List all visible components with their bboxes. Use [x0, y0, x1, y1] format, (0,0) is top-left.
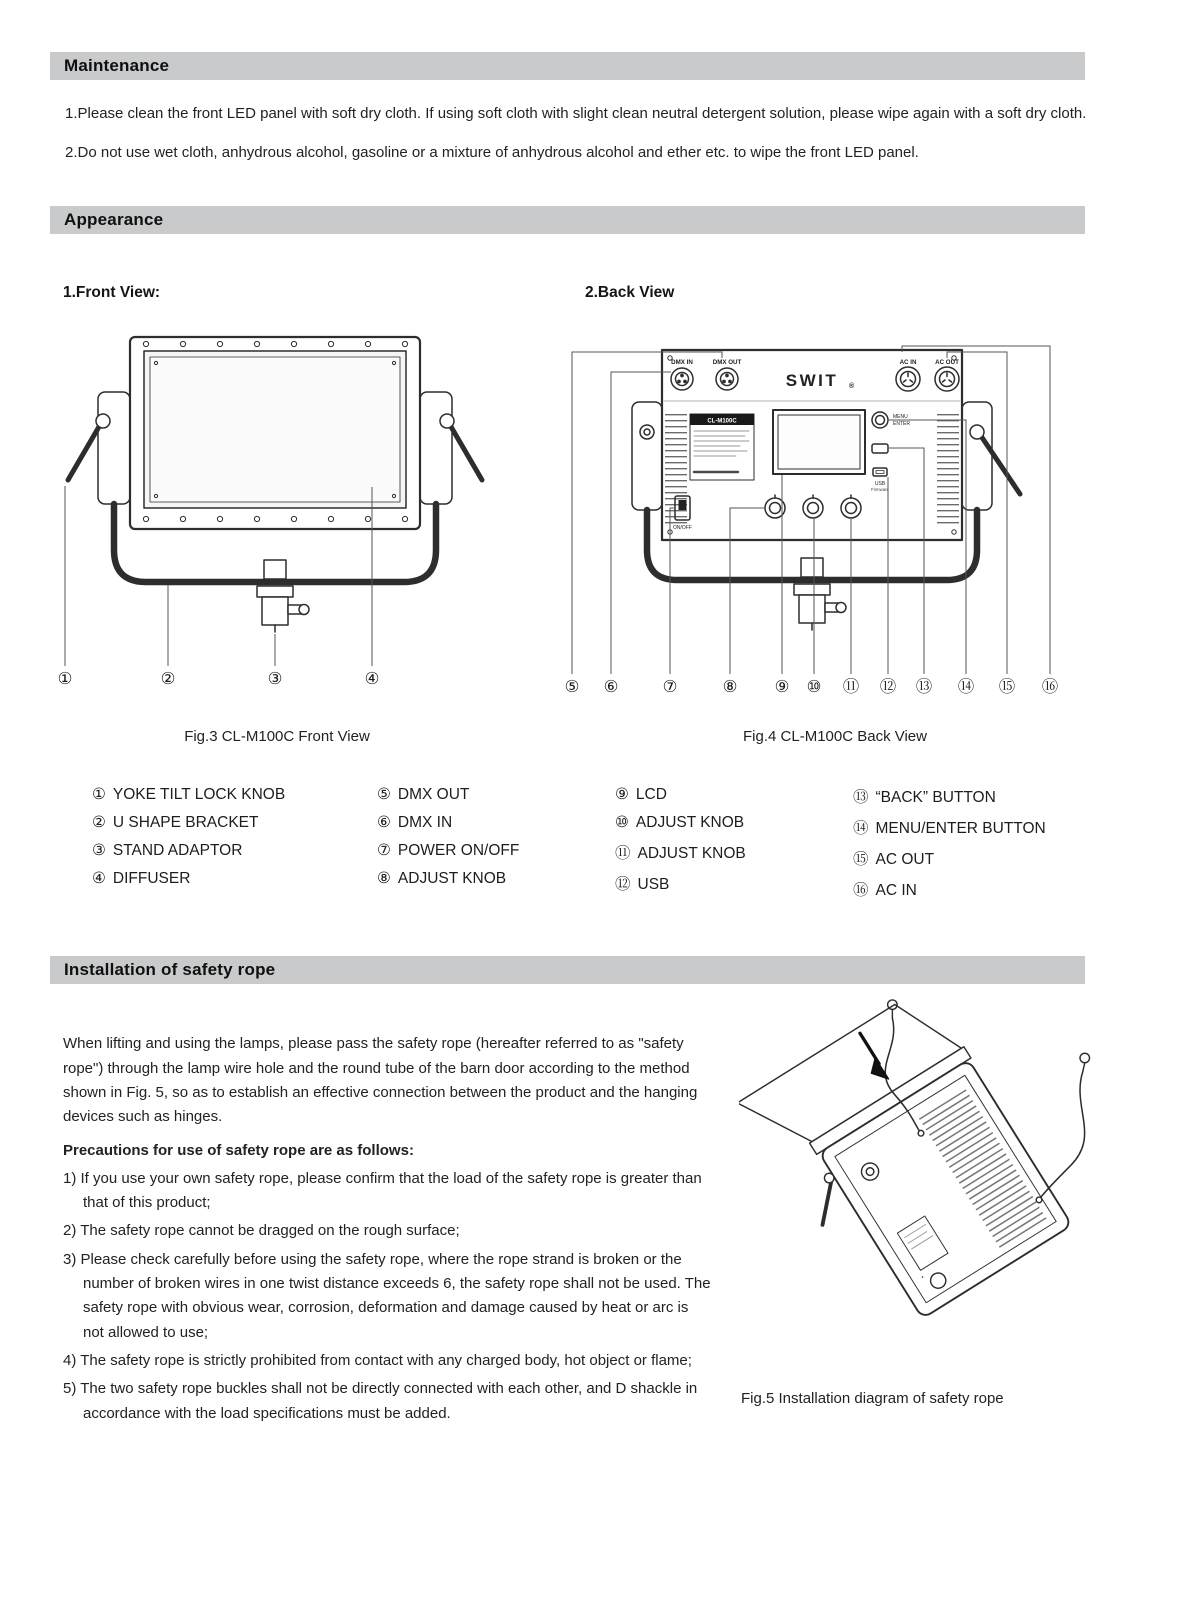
callout-4: ④: [364, 670, 380, 689]
part-label: STAND ADAPTOR: [112, 842, 243, 860]
view-headings: [50, 284, 1141, 302]
on-off-label: ON/OFF: [673, 525, 692, 532]
callout-6: ⑥: [603, 678, 619, 697]
part-item: [377, 813, 615, 832]
precaution-item: 1) If you use your own safety rope, please confirm that the load of the safety rope is greater than that of this product;: [63, 1169, 702, 1212]
callout-12: ⑫: [879, 678, 897, 697]
part-label: ADJUST KNOB: [397, 870, 507, 888]
part-item: [92, 869, 377, 888]
part-number: ③: [92, 842, 106, 860]
part-number: ⑨: [615, 786, 629, 804]
precautions-title: Precautions for use of safety rope are as follows:: [63, 1141, 414, 1159]
part-item: [377, 785, 615, 804]
part-number: ②: [92, 814, 106, 832]
part-item: [615, 813, 853, 832]
safety-rope-diagram: [739, 978, 1141, 1378]
back-view-heading: 2.Back View: [585, 284, 675, 302]
part-label: ADJUST KNOB: [635, 814, 745, 832]
enter-label: ENTER: [893, 421, 910, 428]
part-item: [615, 785, 853, 804]
model-label: CL-M100C: [707, 418, 737, 425]
callout-3: ③: [267, 670, 283, 689]
callout-16: ⑯: [1041, 678, 1059, 697]
fig4-caption: Fig.4 CL-M100C Back View: [743, 728, 927, 746]
parts-column-1: [92, 785, 377, 900]
part-number: ⑯: [853, 882, 869, 900]
part-number: ⑩: [615, 814, 629, 832]
safety-rope-text: [63, 1032, 711, 1425]
part-number: ⑧: [377, 870, 391, 888]
part-item: [853, 878, 1093, 900]
part-item: [615, 841, 853, 863]
precaution-item: 2) The safety rope cannot be dragged on the rough surface;: [63, 1222, 460, 1240]
part-label: USB: [637, 876, 670, 894]
part-item: [615, 872, 853, 894]
part-label: DMX OUT: [397, 786, 470, 804]
stand-adaptor: [257, 560, 309, 632]
part-label: AC IN: [875, 882, 917, 900]
part-number: ⑥: [377, 814, 391, 832]
callout-10: ⑩: [806, 678, 822, 697]
part-label: “BACK” BUTTON: [875, 789, 996, 807]
part-label: POWER ON/OFF: [397, 842, 520, 860]
maintenance-header-bar: [50, 52, 1085, 80]
part-number: ⑤: [377, 786, 391, 804]
menu-label: MENU: [893, 414, 908, 421]
callout-13: ⑬: [915, 678, 933, 697]
part-item: [853, 847, 1093, 869]
safety-rope-body: [50, 984, 1141, 1425]
dmx-in-label: DMX IN: [671, 359, 693, 367]
part-label: MENU/ENTER BUTTON: [875, 820, 1046, 838]
usb-label: USB: [874, 481, 886, 488]
callout-9: ⑨: [774, 678, 790, 697]
yoke-tilt-lock-knob-left: [68, 414, 110, 480]
back-callout-numbers: [565, 677, 1059, 696]
ac-in-label: AC IN: [899, 359, 917, 367]
diagram-row: [50, 322, 1141, 702]
parts-column-4: [853, 785, 1093, 900]
maintenance-item: 1.Please clean the front LED panel with soft dry cloth. If using soft cloth with slight clean neutral detergent solution, please wipe again with a soft dry cloth.: [65, 105, 1087, 122]
part-number: ⑦: [377, 842, 391, 860]
maintenance-list: [65, 102, 1090, 164]
callout-8: ⑧: [722, 678, 738, 697]
precaution-item: 5) The two safety rope buckles shall not be directly connected with each other, and D shackle in accordance with the load specifications must be added.: [63, 1380, 698, 1422]
part-item: [92, 813, 377, 832]
fig3-caption: Fig.3 CL-M100C Front View: [184, 728, 370, 746]
part-number: ⑫: [615, 876, 631, 894]
part-number: ⑮: [853, 851, 869, 869]
front-callout-numbers: [58, 670, 380, 688]
callout-5: ⑤: [564, 678, 580, 697]
appearance-title: Appearance: [64, 210, 164, 230]
yoke-arm-left: [632, 402, 662, 510]
swit-logo: SWIT: [785, 371, 839, 391]
safety-intro: When lifting and using the lamps, please pass the safety rope (hereafter referred to as "safety rope") through the lamp wire hole and the round tube of the barn door according to the method shown in Fig. 5, so as to establish an effective connection between the product and the hanging devices such as hinges.: [63, 1035, 698, 1126]
yoke-arm-right: [420, 392, 452, 504]
part-label: DMX IN: [397, 814, 453, 832]
yoke-bolt-left: [640, 425, 654, 439]
safety-rope-title: Installation of safety rope: [64, 960, 276, 980]
part-number: ⑪: [615, 845, 631, 863]
part-label: LCD: [635, 786, 667, 804]
front-view-diagram: [50, 322, 550, 702]
part-number: ①: [92, 786, 106, 804]
callout-11: ⑪: [842, 678, 860, 697]
firmware-label: Firmware: [871, 487, 889, 493]
precaution-item: 4) The safety rope is strictly prohibited from contact with any charged body, hot object or flame;: [63, 1351, 692, 1369]
lcd-screen: [773, 410, 865, 474]
dmx-out-label: DMX OUT: [712, 359, 742, 367]
part-label: ADJUST KNOB: [637, 845, 746, 863]
led-panel-front: [130, 337, 420, 529]
precaution-item: 3) Please check carefully before using the safety rope, where the rope strand is broken or the number of broken wires in one twist distance exceeds 6, the safety rope shall not be used. The safety rope with obvious wear, corrosion, deformation and damage caused by heat or arc is not allowed to use;: [63, 1250, 711, 1341]
part-item: [92, 785, 377, 804]
safety-rope-figure: [739, 978, 1141, 1425]
front-view-heading: 1.Front View:: [63, 284, 161, 302]
figure-captions: [50, 728, 1141, 745]
callout-1: ①: [57, 670, 73, 689]
callout-7: ⑦: [662, 678, 678, 697]
part-label: U SHAPE BRACKET: [112, 814, 259, 832]
part-item: [92, 841, 377, 860]
callout-15: ⑮: [998, 678, 1016, 697]
yoke-tilt-lock-knob-right: [970, 425, 1020, 494]
back-view-diagram: [550, 322, 1111, 702]
part-item: [853, 816, 1093, 838]
part-label: AC OUT: [875, 851, 935, 869]
registered-mark: ®: [849, 383, 855, 391]
yoke-arm-left: [98, 392, 130, 504]
ac-out-label: AC OUT: [935, 359, 959, 367]
part-number: ④: [92, 870, 106, 888]
part-label: DIFFUSER: [112, 870, 191, 888]
fig5-caption: Fig.5 Installation diagram of safety rope: [741, 1390, 1004, 1408]
part-item: [377, 869, 615, 888]
stand-adaptor: [794, 558, 846, 630]
maintenance-item: 2.Do not use wet cloth, anhydrous alcohol, gasoline or a mixture of anhydrous alcohol and ether etc. to wipe the front LED panel.: [65, 143, 919, 161]
tilted-lamp-body: [739, 986, 1074, 1342]
parts-legend: [92, 785, 1141, 900]
callout-2: ②: [160, 670, 176, 689]
part-item: [377, 841, 615, 860]
parts-column-2: [377, 785, 615, 900]
callout-14: ⑭: [957, 678, 975, 697]
part-label: YOKE TILT LOCK KNOB: [112, 786, 286, 804]
yoke-tilt-lock-knob-right: [440, 414, 482, 480]
parts-column-3: [615, 785, 853, 900]
part-number: ⑬: [853, 789, 869, 807]
appearance-header-bar: [50, 206, 1085, 234]
maintenance-title: Maintenance: [64, 56, 170, 75]
part-number: ⑭: [853, 820, 869, 838]
part-item: [853, 785, 1093, 807]
